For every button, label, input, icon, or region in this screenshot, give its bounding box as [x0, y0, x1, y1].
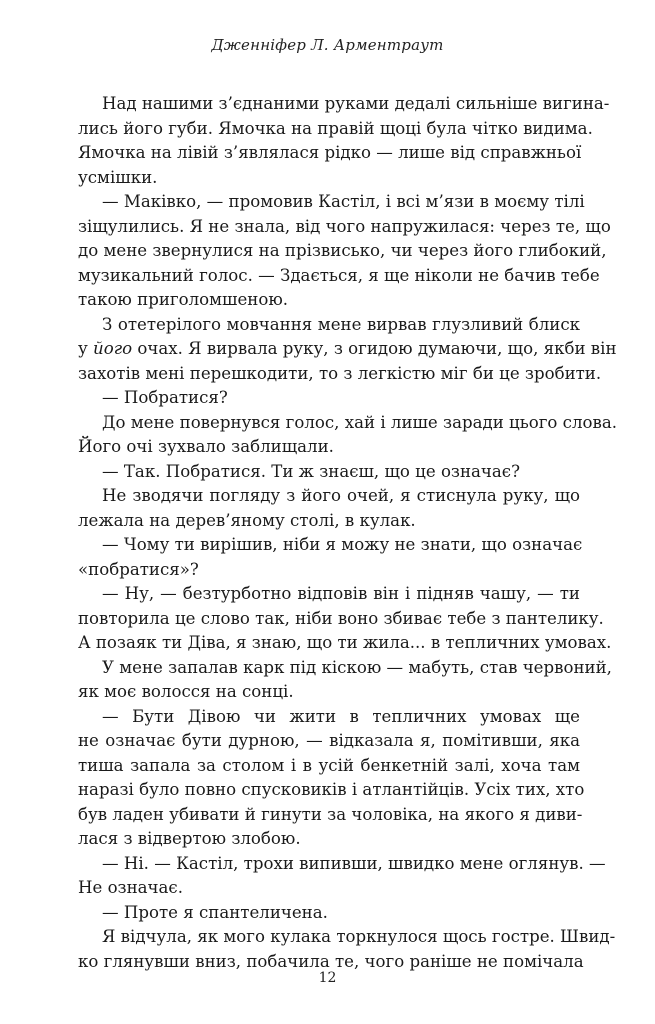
text-line: — Проте я спантеличена. [102, 902, 328, 922]
text-line: ко глянувши вниз, побачила те, чого раніше не помічала [78, 951, 584, 971]
text-line: тиша запала за столом і в усій бенкетній залі, хоча там [78, 755, 580, 775]
paragraph [78, 190, 611, 313]
paragraph [78, 533, 583, 582]
text-line: — Так. Побратися. Ти ж знаєш, що це означає? [102, 461, 520, 481]
text-line: музикальний голос. — Здається, я ще ніколи не бачив тебе [78, 265, 600, 285]
text-line: Над нашими з’єднаними руками дедалі сильніше вигина- [102, 94, 610, 113]
text-line: лася з відвертою злобою. [78, 829, 301, 848]
text-line: «побратися»? [78, 559, 199, 579]
text-line: повторила це слово так, ніби воно збиває тебе з пантелику. [78, 608, 604, 628]
page-number: 12 [318, 970, 337, 986]
text-line: у його очах. Я вирвала руку, з огидою думаючи, що, якби він [78, 339, 617, 358]
paragraph [78, 901, 580, 926]
paragraph [78, 484, 580, 533]
text-line: У мене запалав карк під кіскою — мабуть, став червоний, [102, 657, 612, 677]
paragraph [78, 852, 606, 901]
paragraph [78, 582, 612, 656]
text-line: зіщулились. Я не знала, від чого напружилася: через те, що [78, 216, 611, 236]
paragraph [78, 460, 580, 485]
paragraph [78, 386, 580, 411]
emphasis: його [93, 339, 133, 358]
text-line: усмішки. [78, 167, 158, 187]
text-line: Не зводячи погляду з його очей, я стиснула руку, що [102, 486, 580, 505]
text-line: Його очі зухвало заблищали. [78, 437, 334, 456]
text-line: — Ні. — Кастіл, трохи випивши, швидко мене оглянув. — [102, 853, 606, 873]
text-line: до мене звернулися на прізвисько, чи через його глибокий, [78, 241, 607, 260]
text-line: Я відчула, як мого кулака торкнулося щось гостре. Швид- [102, 927, 616, 946]
text-line: — Побратися? [102, 388, 228, 407]
text-line: — Чому ти вирішив, ніби я можу не знати, що означає [102, 535, 583, 554]
text-line: До мене повернувся голос, хай і лише заради цього слова. [102, 412, 618, 432]
running-head-author: Дженніфер Л. Арментраут [211, 36, 444, 54]
text-line: не означає бути дурною, — відказала я, помітивши, яка [78, 731, 580, 750]
text-line: такою приголомшеною. [78, 290, 289, 309]
text-line: — Ну, — безтурботно відповів він і підняв чашу, — ти [102, 584, 580, 603]
text-line: Не означає. [78, 878, 183, 897]
text-line: як моє волосся на сонці. [78, 682, 294, 701]
paragraph [78, 411, 618, 460]
body-text [78, 92, 618, 974]
text-line: А позаяк ти Діва, я знаю, що ти жила... в тепличних умовах. [78, 633, 612, 652]
text-line: — Бути Дівою чи жити в тепличних умовах ще [102, 706, 580, 726]
paragraph [78, 705, 585, 852]
text-line: — Маківко, — промовив Кастіл, і всі м’язи в моєму тілі [102, 192, 585, 211]
text-line: лись його губи. Ямочка на правій щоці була чітко видима. [78, 118, 593, 138]
text-line: захотів мені перешкодити, то з легкістю міг би це зробити. [78, 363, 602, 383]
text-line: лежала на дерев’яному столі, в кулак. [78, 510, 416, 530]
text-line: був ладен убивати й гинути за чоловіка, на якого я диви- [78, 804, 583, 824]
text-line: Ямочка на лівій з’являлася рідко — лише від справжньої [78, 143, 582, 162]
paragraph [78, 925, 616, 974]
text-line: З отетерілого мовчання мене вирвав глузливий блиск [102, 314, 580, 334]
paragraph [78, 313, 617, 387]
paragraph [78, 656, 612, 705]
paragraph [78, 92, 610, 190]
text-line: наразі було повно спусковиків і атлантійців. Усіх тих, хто [78, 780, 585, 799]
